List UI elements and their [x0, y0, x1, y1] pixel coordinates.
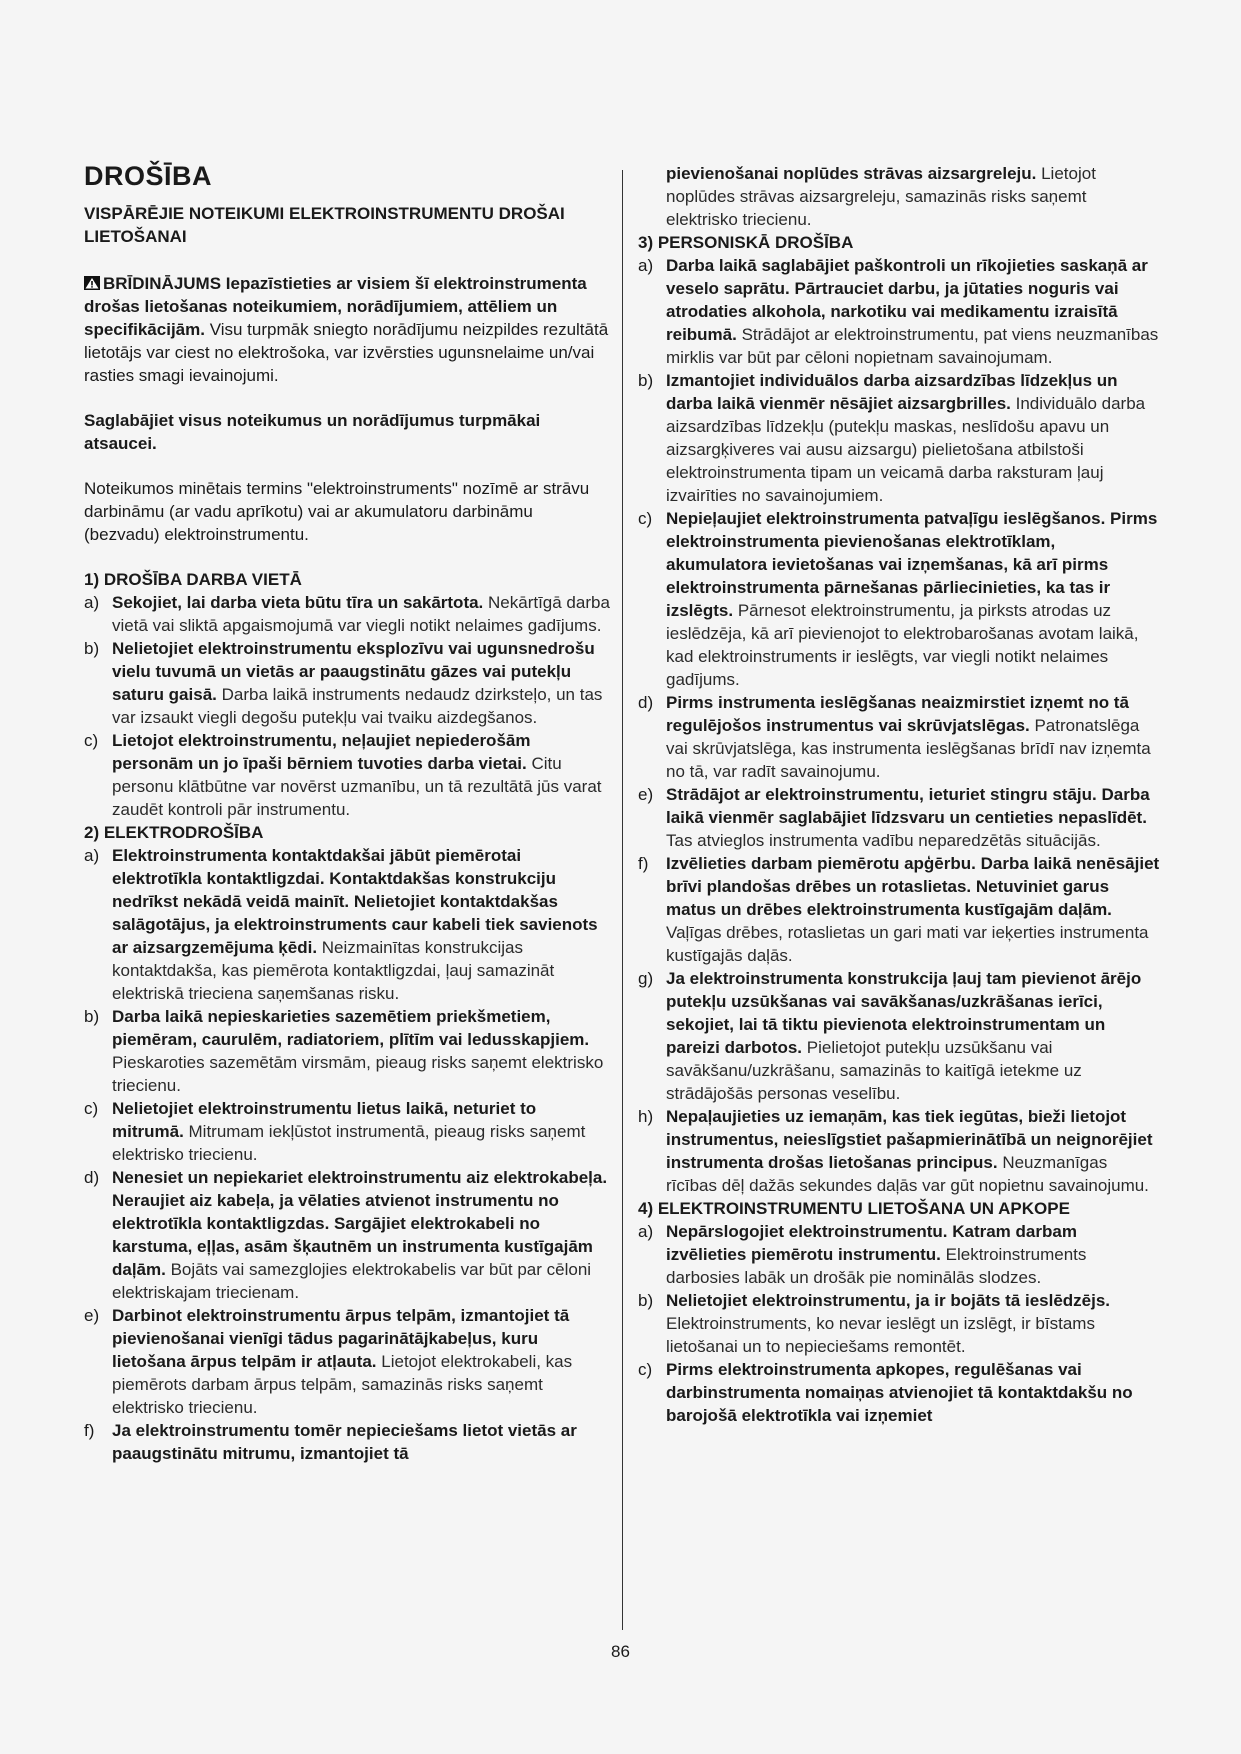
list-item: h) Nepaļaujieties uz iemaņām, kas tiek iegūtas, bieži lietojot instrumentus, neieslīgstiet pašapmierinātībā un neignorējiet instrumenta drošas lietošanas principus. Neuzmanīgas rīcības dēļ dažās sekundes daļās var gūt nopietnu savainojumu. — [638, 1107, 1153, 1195]
column-divider — [622, 170, 623, 1630]
section-head-3: 3) PERSONISKĀ DROŠĪBA — [638, 233, 854, 252]
list-item: c) Pirms elektroinstrumenta apkopes, regulēšanas vai darbinstrumenta nomaiņas atvienojiet tā kontaktdakšu no barojošā elektrotīkla vai izņemiet — [638, 1360, 1133, 1425]
page-title: DROŠĪBA — [84, 161, 213, 191]
list-item: d) Pirms instrumenta ieslēgšanas neaizmirstiet izņemt no tā regulējošos instrumentus vai skrūvjatslēgas. Patronatslēga vai skrūvjatslēga, kas instrumenta ieslēgšanas brīdī nav izņemta no tā, var radīt savainojumu. — [638, 693, 1151, 781]
list-item-continuation: pievienošanai noplūdes strāvas aizsargreleju. Lietojot noplūdes strāvas aizsargreleju, samazinās risks saņemt elektrisko triecienu. — [666, 164, 1096, 229]
warning-paragraph — [84, 272, 612, 387]
section-subtitle: VISPĀRĒJIE NOTEIKUMI ELEKTROINSTRUMENTU DROŠAI LIETOŠANAI — [84, 204, 565, 246]
term-note: Noteikumos minētais termins "elektroinstruments" nozīmē ar strāvu darbināmu (ar vadu aprīkotu) vai ar akumulatoru darbināmu (bezvadu) elektroinstrumentu. — [84, 479, 590, 544]
list-item: a) Nepārslogojiet elektroinstrumentu. Katram darbam izvēlieties piemērotu instrumentu. Elektroinstruments darbosies labāk un drošāk pie nominālās slodzes. — [638, 1222, 1087, 1287]
list-item: g) Ja elektroinstrumenta konstrukcija ļauj tam pievienot ārējo putekļu uzsūkšanas vai savākšanas/uzkrāšanas ierīci, sekojiet, lai tā tiktu pievienota elektroinstrumentam un pareizi darbotos. Pielietojot putekļu uzsūkšanu vai savākšanu/uzkrāšanu, samazinās to kaitīgā ietekme uz strādājošās personas veselību. — [638, 969, 1142, 1103]
page-number: 86 — [611, 1642, 630, 1661]
list-item: e) Darbinot elektroinstrumentu ārpus telpām, izmantojiet tā pievienošanai vienīgi tādus pagarinātājkabeļus, kuru lietošana ārpus telpām ir atļauta. Lietojot elektrokabeli, kas piemērots darbam ārpus telpām, samazinās risks saņemt elektrisko triecienu. — [84, 1306, 573, 1417]
list-item: b) Nelietojiet elektroinstrumentu eksplozīvu vai ugunsnedrošu vielu tuvumā un vietās ar paaugstinātu gāzes vai putekļu saturu gaisā. Darba laikā instruments nedaudz dzirksteļo, un tas var izsaukt viegli degošu putekļu vai tvaiku aizdegšanos. — [84, 639, 603, 727]
right-column — [638, 162, 1160, 1427]
save-note: Saglabājiet visus noteikumus un norādījumus turpmākai atsaucei. — [84, 411, 541, 453]
section-head-1: 1) DROŠĪBA DARBA VIETĀ — [84, 570, 302, 589]
list-item: c) Lietojot elektroinstrumentu, neļaujiet nepiederošām personām un jo īpaši bērniem tuvoties darba vietai. Citu personu klātbūtne var novērst uzmanību, un tā rezultātā jūs varat zaudēt kontroli pār instrumentu. — [84, 731, 602, 819]
list-item: a) Elektroinstrumenta kontaktdakšai jābūt piemērotai elektrotīkla kontaktligzdai. Kontaktdakšas konstrukciju nedrīkst nekādā veidā mainīt. Nelietojiet kontaktdakšas salāgotājus, ja elektroinstruments caur kabeli tiek savienots ar aizsargzemējuma ķēdi. Neizmainītas konstrukcijas kontaktdakša, kas piemērota kontaktligzdai, ļauj samazināt elektriskā trieciena saņemšanas risku. — [84, 846, 598, 1003]
list-item: a) Sekojiet, lai darba vieta būtu tīra un sakārtota. Nekārtīgā darba vietā vai sliktā apgaismojumā var viegli notikt nelaimes gadījums. — [84, 593, 610, 635]
section-head-4: 4) ELEKTROINSTRUMENTU LIETOŠANA UN APKOPE — [638, 1199, 1070, 1218]
section-head-2: 2) ELEKTRODROŠĪBA — [84, 823, 264, 842]
list-item: d) Nenesiet un nepiekariet elektroinstrumentu aiz elektrokabeļa. Neraujiet aiz kabeļa, ja vēlaties atvienot instrumentu no elektrotīkla kontaktligzdas. Sargājiet elektrokabeli no karstuma, eļļas, asām šķautnēm un instrumenta kustīgajām daļām. Bojāts vai samezglojies elektrokabelis var būt par cēloni elektriskajam triecienam. — [84, 1168, 608, 1302]
list-item: b) Nelietojiet elektroinstrumentu, ja ir bojāts tā ieslēdzējs. Elektroinstruments, ko nevar ieslēgt un izslēgt, ir bīstams lietošanai un to nepieciešams remontēt. — [638, 1291, 1111, 1356]
warning-bold: BRĪDINĀJUMS Iepazīstieties ar visiem šī elektroinstrumenta drošas lietošanas noteikumiem, norādījumiem, attēliem un specifikācijām. — [84, 274, 587, 339]
list-item: b) Darba laikā nepieskarieties sazemētiem priekšmetiem, piemēram, caurulēm, radiatoriem, plītīm vai ledusskapjiem. Pieskaroties sazemētām virsmām, pieaug risks saņemt elektrisko triecienu. — [84, 1007, 604, 1095]
warning-triangle-icon — [84, 276, 100, 290]
list-item: e) Strādājot ar elektroinstrumentu, ieturiet stingru stāju. Darba laikā vienmēr saglabājiet līdzsvaru un centieties nepaslīdēt. Tas atvieglos instrumenta vadību neparedzētās situācijās. — [638, 785, 1150, 850]
warning-text: Visu turpmāk sniegto norādījumu neizpildes rezultātā lietotājs var ciest no elektrošoka, var izvērsties ugunsnelaime un/vai rasties smagi ievainojumi. — [84, 320, 609, 385]
list-item: c) Nepieļaujiet elektroinstrumenta patvaļīgu ieslēgšanos. Pirms elektroinstrumenta pievienošanas elektrotīklam, akumulatora ievietošanas vai izņemšanas, kā arī pirms elektroinstrumenta pārnešanas pārliecinieties, ka tas ir izslēgts. Pārnesot elektroinstrumentu, ja pirksts atrodas uz ieslēdzēja, kā arī pievienojot to elektrobarošanas avotam laikā, kad elektroinstruments ir ieslēgts, var viegli notikt nelaimes gadījums. — [638, 509, 1158, 689]
list-item: f) Izvēlieties darbam piemērotu apģērbu. Darba laikā nenēsājiet brīvi plandošas drēbes un rotaslietas. Netuviniet garus matus un drēbes elektroinstrumenta kustīgajām daļām. Vaļīgas drēbes, rotaslietas un gari mati var ieķerties instrumenta kustīgajās daļās. — [638, 854, 1160, 965]
list-item: b) Izmantojiet individuālos darba aizsardzības līdzekļus un darba laikā vienmēr nēsājiet aizsargbrilles. Individuālo darba aizsardzības līdzekļu (putekļu maskas, neslīdošu apavu un aizsargķiveres vai ausu aizsargu) pielietošana atbilstoši elektroinstrumenta tipam un veicamā darba raksturam ļauj izvairīties no savainojumiem. — [638, 371, 1146, 505]
left-column — [84, 160, 612, 1465]
list-item: f) Ja elektroinstrumentu tomēr nepieciešams lietot vietās ar paaugstinātu mitrumu, izmantojiet tā — [84, 1421, 577, 1463]
list-item: a) Darba laikā saglabājiet paškontroli un rīkojieties saskaņā ar veselo saprātu. Pārtrauciet darbu, ja jūtaties noguris vai atrodaties alkohola, narkotiku vai medikamentu izraisītā reibumā. Strādājot ar elektroinstrumentu, pat viens neuzmanības mirklis var būt par cēloni nopietnam savainojumam. — [638, 256, 1159, 367]
list-item: c) Nelietojiet elektroinstrumentu lietus laikā, neturiet to mitrumā. Mitrumam iekļūstot instrumentā, pieaug risks saņemt elektrisko triecienu. — [84, 1099, 586, 1164]
